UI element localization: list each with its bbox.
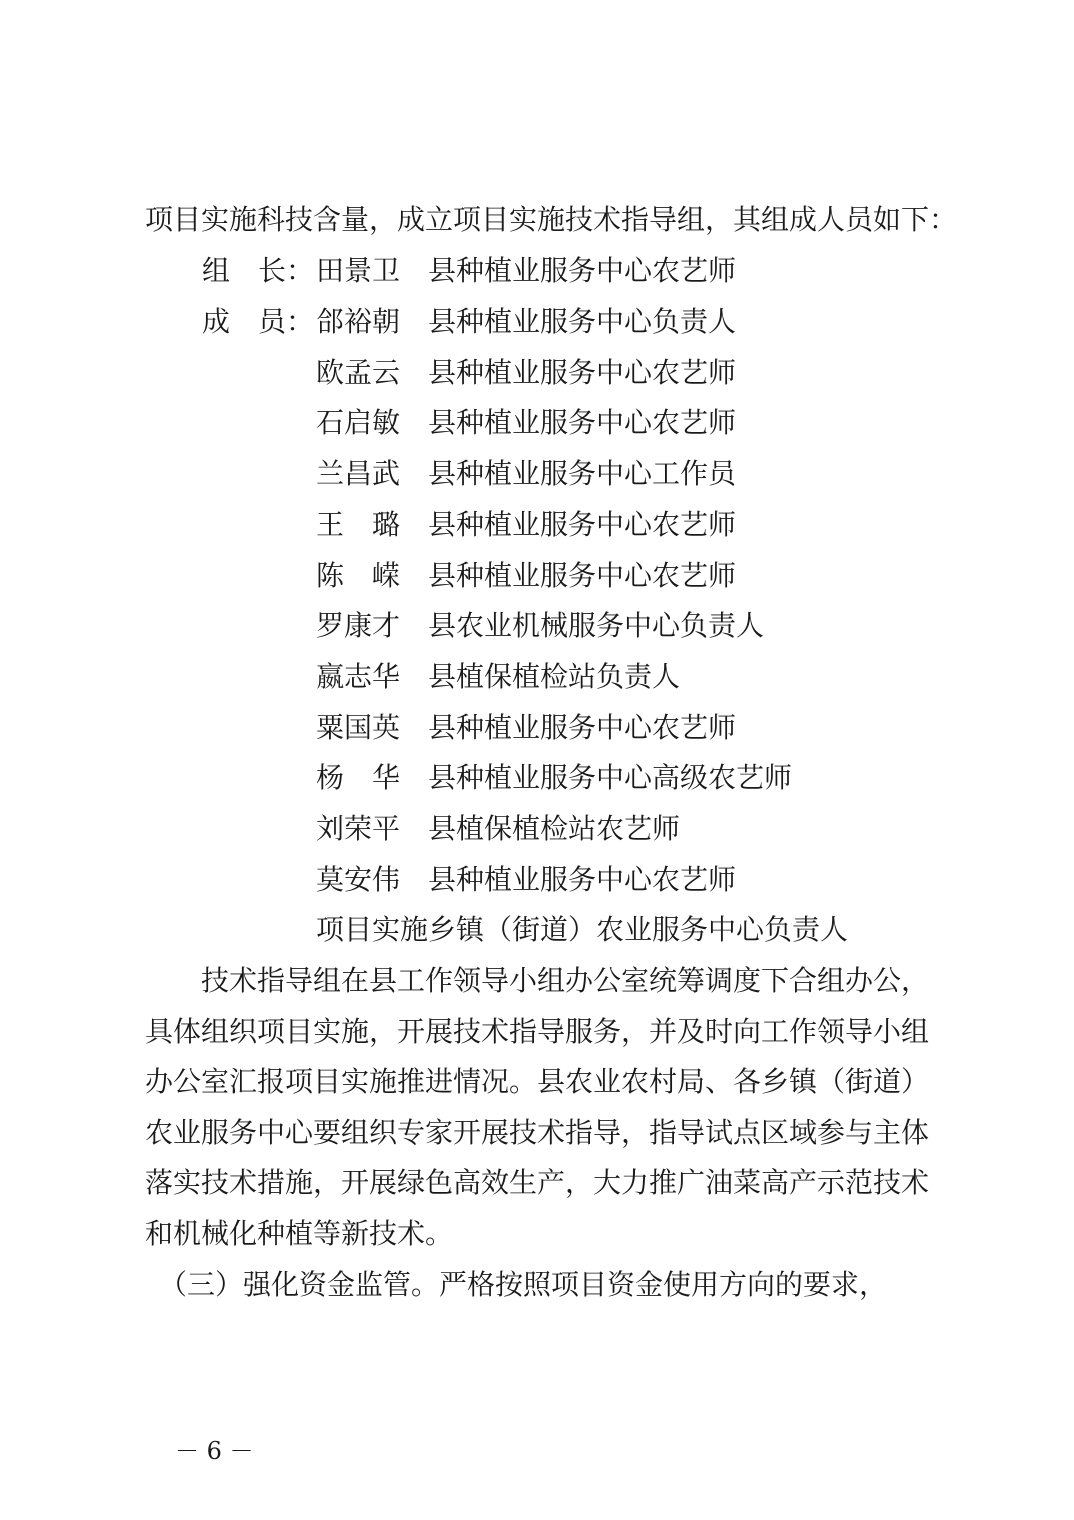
member-name: 王 璐 (316, 507, 401, 541)
member-name: 莫安伟 (316, 862, 401, 896)
paragraph-line: 办公室汇报项目实施推进情况。县农业农村局、各乡镇（街道） (145, 1065, 930, 1098)
members-extra: 项目实施乡镇（街道）农业服务中心负责人 (316, 913, 849, 946)
member-role: 县种植业服务中心工作员 (428, 457, 737, 491)
member-role: 县种植业服务中心农艺师 (428, 406, 737, 440)
page-number: － 6 － (175, 1437, 254, 1465)
member-role: 县种植业服务中心农艺师 (428, 355, 737, 389)
section-3-heading: （三）强化资金监管。严格按照项目资金使用方向的要求， (145, 1268, 888, 1301)
member-role: 县种植业服务中心农艺师 (428, 862, 737, 896)
paragraph-line: 和机械化种植等新技术。 (145, 1216, 454, 1250)
intro-line: 项目实施科技含量，成立项目实施技术指导组，其组成人员如下： (145, 203, 958, 236)
member-role: 县农业机械服务中心负责人 (428, 609, 765, 643)
member-name: 罗康才 (316, 609, 401, 643)
member-name: 郃裕朝 (316, 305, 401, 338)
member-role: 县种植业服务中心农艺师 (428, 558, 737, 592)
member-role: 县种植业服务中心高级农艺师 (428, 761, 793, 795)
member-name: 石启敏 (316, 406, 401, 440)
member-name: 嬴志华 (316, 659, 401, 693)
member-role: 县植保植检站负责人 (428, 659, 681, 693)
member-name: 杨 华 (316, 761, 401, 795)
leader-name: 田景卫 (316, 254, 401, 287)
member-name: 粟国英 (316, 710, 401, 744)
paragraph-line: 农业服务中心要组织专家开展技术指导，指导试点区域参与主体 (145, 1115, 930, 1149)
leader-role: 县种植业服务中心农艺师 (428, 254, 737, 287)
member-role: 县种植业服务中心农艺师 (428, 507, 737, 541)
member-name: 刘荣平 (316, 812, 401, 845)
paragraph-line: 落实技术措施，开展绿色高效生产，大力推广油菜高产示范技术 (145, 1166, 930, 1199)
member-role: 县种植业服务中心负责人 (428, 305, 737, 338)
member-name: 陈 嵘 (316, 558, 401, 592)
member-name: 兰昌武 (316, 457, 401, 491)
leader-label: 组 长： (202, 254, 315, 287)
paragraph-line: 技术指导组在县工作领导小组办公室统筹调度下合组办公， (145, 964, 930, 997)
members-label: 成 员： (202, 305, 315, 338)
member-role: 县种植业服务中心农艺师 (428, 710, 737, 744)
member-name: 欧孟云 (316, 355, 401, 389)
paragraph-line: 具体组织项目实施，开展技术指导服务，并及时向工作领导小组 (145, 1014, 930, 1048)
member-role: 县植保植检站农艺师 (428, 812, 681, 845)
